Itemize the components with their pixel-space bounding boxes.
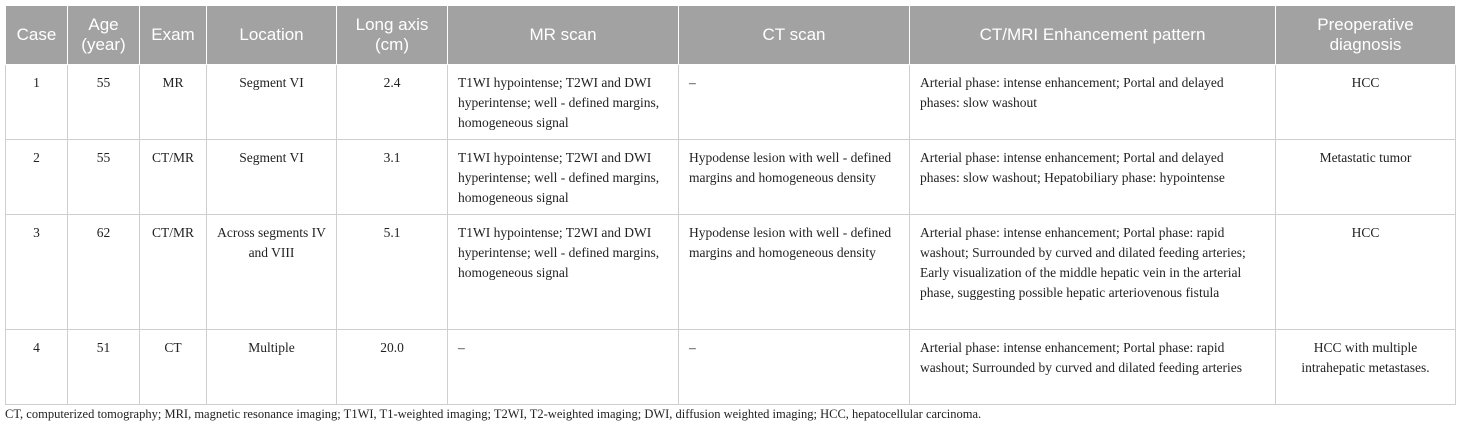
table-row: [6, 215, 1456, 330]
cell-ct-scan: –: [679, 330, 910, 405]
cell-ct-scan: Hypodense lesion with well - defined margins and homogeneous density: [679, 215, 910, 330]
cell-diagnosis: HCC: [1276, 215, 1456, 330]
header-case: Case: [6, 6, 68, 65]
header-row: [6, 6, 1456, 65]
header-exam: Exam: [140, 6, 207, 65]
cell-age: 55: [68, 65, 140, 140]
cell-enhancement: Arterial phase: intense enhancement; Portal phase: rapid washout; Surrounded by curved and dilated feeding arteries: [910, 330, 1276, 405]
header-diagnosis: Preoperative diagnosis: [1276, 6, 1456, 65]
cell-mr-scan: –: [448, 330, 679, 405]
cell-case: 3: [6, 215, 68, 330]
cell-mr-scan: T1WI hypointense; T2WI and DWI hyperintense; well - defined margins, homogeneous signal: [448, 215, 679, 330]
cell-enhancement: Arterial phase: intense enhancement; Portal and delayed phases: slow washout; Hepatobiliary phase: hypointense: [910, 140, 1276, 215]
cell-diagnosis: HCC: [1276, 65, 1456, 140]
cell-diagnosis: HCC with multiple intrahepatic metastases.: [1276, 330, 1456, 405]
header-age: Age (year): [68, 6, 140, 65]
cell-diagnosis: Metastatic tumor: [1276, 140, 1456, 215]
table-row: [6, 65, 1456, 140]
cell-enhancement: Arterial phase: intense enhancement; Portal and delayed phases: slow washout: [910, 65, 1276, 140]
table-row: [6, 330, 1456, 405]
table-row: [6, 140, 1456, 215]
cell-age: 62: [68, 215, 140, 330]
clinical-imaging-table: [5, 5, 1456, 405]
cell-ct-scan: –: [679, 65, 910, 140]
cell-location: Multiple: [207, 330, 337, 405]
cell-age: 51: [68, 330, 140, 405]
cell-enhancement: Arterial phase: intense enhancement; Portal phase: rapid washout; Surrounded by curved and dilated feeding arteries; Early visualization of the middle hepatic vein in the arterial phase, suggesting possible hepatic arteriovenous fistula: [910, 215, 1276, 330]
header-long-axis: Long axis (cm): [337, 6, 448, 65]
header-enhancement: CT/MRI Enhancement pattern: [910, 6, 1276, 65]
cell-long-axis: 20.0: [337, 330, 448, 405]
cell-exam: CT/MR: [140, 140, 207, 215]
header-location: Location: [207, 6, 337, 65]
cell-mr-scan: T1WI hypointense; T2WI and DWI hyperintense; well - defined margins, homogeneous signal: [448, 65, 679, 140]
cell-location: Segment VI: [207, 65, 337, 140]
cell-age: 55: [68, 140, 140, 215]
cell-location: Segment VI: [207, 140, 337, 215]
cell-location: Across segments IV and VIII: [207, 215, 337, 330]
header-mr-scan: MR scan: [448, 6, 679, 65]
cell-case: 2: [6, 140, 68, 215]
cell-case: 1: [6, 65, 68, 140]
cell-exam: CT: [140, 330, 207, 405]
cell-case: 4: [6, 330, 68, 405]
cell-long-axis: 2.4: [337, 65, 448, 140]
cell-exam: MR: [140, 65, 207, 140]
cell-mr-scan: T1WI hypointense; T2WI and DWI hyperintense; well - defined margins, homogeneous signal: [448, 140, 679, 215]
cell-exam: CT/MR: [140, 215, 207, 330]
cell-long-axis: 5.1: [337, 215, 448, 330]
header-ct-scan: CT scan: [679, 6, 910, 65]
cell-long-axis: 3.1: [337, 140, 448, 215]
table-footnote: CT, computerized tomography; MRI, magnetic resonance imaging; T1WI, T1-weighted imaging; T2WI, T2-weighted imaging; DWI, diffusion weighted imaging; HCC, hepatocellular carcinoma.: [5, 407, 982, 421]
cell-ct-scan: Hypodense lesion with well - defined margins and homogeneous density: [679, 140, 910, 215]
